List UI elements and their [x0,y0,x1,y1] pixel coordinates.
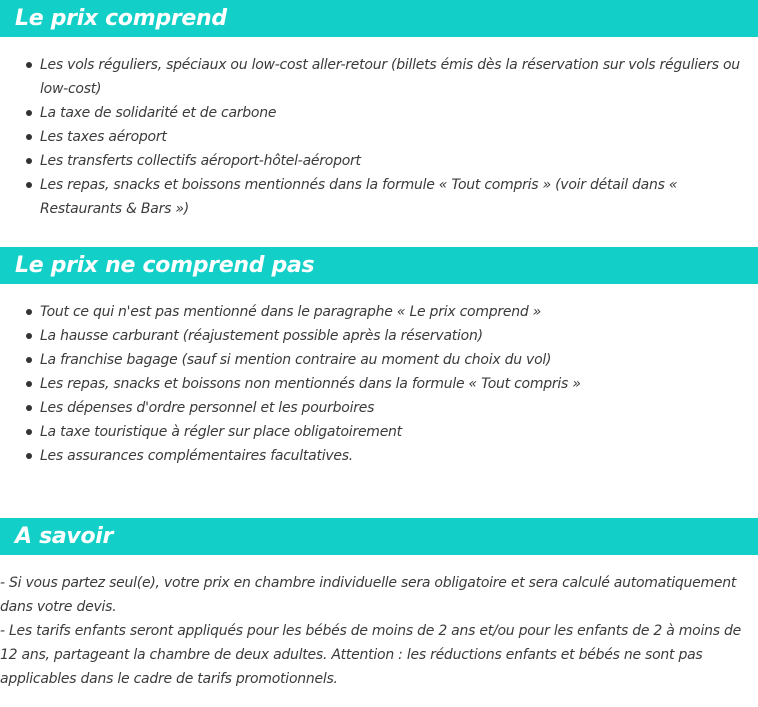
bullet-icon [26,453,32,459]
bullet-icon [26,333,32,339]
bullet-icon [26,381,32,387]
bullet-icon [26,62,32,68]
section-header-includes [0,0,758,37]
bullet-icon [26,158,32,164]
list-item-text: Les vols réguliers, spéciaux ou low-cost aller-retour (billets émis dès la réservation sur vols réguliers ou low-cost) [40,57,740,97]
excludes-list [0,300,758,468]
section-title-info: A savoir [15,524,114,549]
list-item [0,444,758,468]
list-item-text: La taxe de solidarité et de carbone [40,105,277,121]
info-paragraph: - Les tarifs enfants seront appliqués pour les bébés de moins de 2 ans et/ou pour les enfants de 2 à moins de 12 ans, partageant la chambre de deux adultes. Attention : les réductions enfants et bébés ne sont pas applicables dans le cadre de tarifs promotionnels. [0,623,742,687]
list-item-text: La hausse carburant (réajustement possible après la réservation) [40,328,483,344]
section-title-includes: Le prix comprend [15,6,227,31]
bullet-icon [26,182,32,188]
list-item [0,149,758,173]
list-item [0,372,758,396]
list-item-text: Les assurances complémentaires facultatives. [40,448,354,464]
section-header-excludes [0,247,758,284]
bullet-icon [26,134,32,140]
list-item [0,348,758,372]
bullet-icon [26,309,32,315]
includes-list [0,53,758,221]
list-item [0,53,758,101]
list-item-text: Les transferts collectifs aéroport-hôtel-aéroport [40,153,361,169]
info-paragraph: - Si vous partez seul(e), votre prix en chambre individuelle sera obligatoire et sera calculé automatiquement dans votre devis. [0,575,737,615]
bullet-icon [26,110,32,116]
list-item-text: La taxe touristique à régler sur place obligatoirement [40,424,402,440]
section-title-excludes: Le prix ne comprend pas [15,253,315,278]
list-item-text: Les repas, snacks et boissons mentionnés dans la formule « Tout compris » (voir détail dans « Restaurants & Bars ») [40,177,678,217]
list-item-text: La franchise bagage (sauf si mention contraire au moment du choix du vol) [40,352,552,368]
list-item [0,300,758,324]
list-item [0,101,758,125]
bullet-icon [26,429,32,435]
list-item-text: Les dépenses d'ordre personnel et les pourboires [40,400,375,416]
list-item [0,324,758,348]
section-header-info [0,518,758,555]
list-item-text: Les taxes aéroport [40,129,167,145]
list-item [0,420,758,444]
list-item-text: Les repas, snacks et boissons non mentionnés dans la formule « Tout compris » [40,376,581,392]
list-item [0,173,758,221]
bullet-icon [26,357,32,363]
bullet-icon [26,405,32,411]
list-item-text: Tout ce qui n'est pas mentionné dans le paragraphe « Le prix comprend » [40,304,542,320]
list-item [0,396,758,420]
list-item [0,125,758,149]
